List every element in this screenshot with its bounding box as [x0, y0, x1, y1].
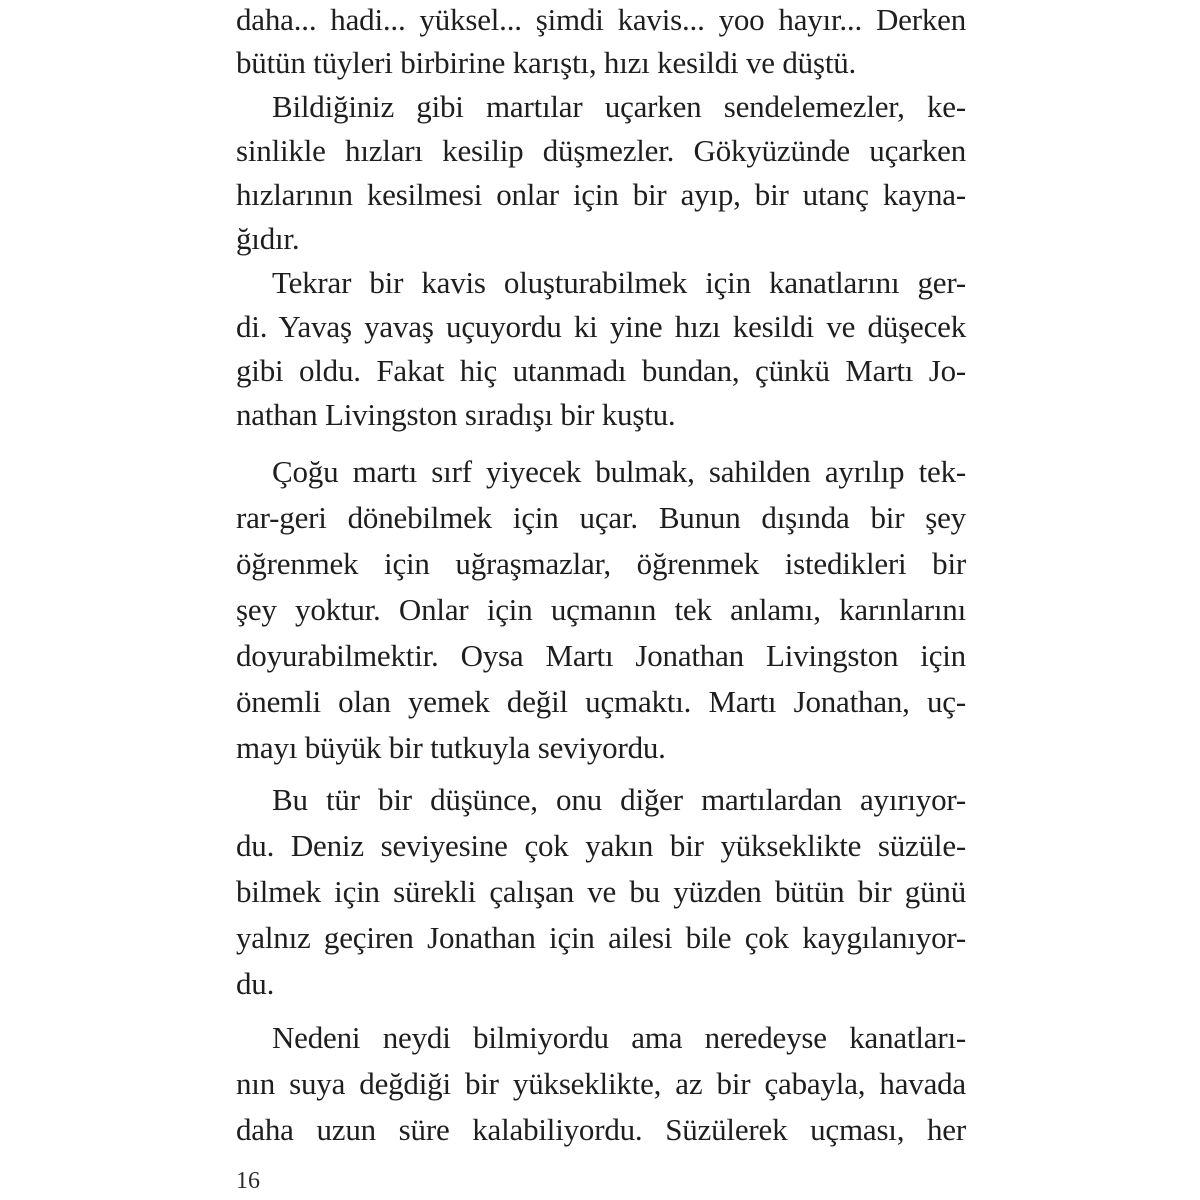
text-line: hızlarının kesilmesi onlar için bir ayıp, bir utanç kayna- — [236, 177, 966, 212]
text-line: mayı büyük bir tutkuyla seviyordu. — [236, 730, 666, 765]
text-line: şey yoktur. Onlar için uçmanın tek anlamı, karınlarını — [236, 592, 966, 627]
text-line: du. — [236, 966, 275, 1001]
text-line: du. Deniz seviyesine çok yakın bir yükseklikte süzüle- — [236, 828, 966, 863]
text-line: Nedeni neydi bilmiyordu ama neredeyse kanatları- — [272, 1020, 966, 1055]
text-line: ğıdır. — [236, 221, 300, 256]
page-number: 16 — [236, 1168, 260, 1194]
text-line: doyurabilmektir. Oysa Martı Jonathan Livingston için — [236, 638, 966, 673]
text-line: Bildiğiniz gibi martılar uçarken sendelemezler, ke- — [272, 89, 966, 124]
text-line: nathan Livingston sıradışı bir kuştu. — [236, 397, 676, 432]
text-line: daha uzun süre kalabiliyordu. Süzülerek uçması, her — [236, 1112, 966, 1147]
text-line: rar-geri dönebilmek için uçar. Bunun dışında bir şey — [236, 500, 966, 535]
text-line: Çoğu martı sırf yiyecek bulmak, sahilden ayrılıp tek- — [272, 454, 966, 489]
text-line: nın suya değdiği bir yükseklikte, az bir çabayla, havada — [236, 1066, 966, 1101]
text-line: öğrenmek için uğraşmazlar, öğrenmek istedikleri bir — [236, 546, 966, 581]
text-line: Tekrar bir kavis oluşturabilmek için kanatlarını ger- — [272, 265, 966, 300]
text-line: di. Yavaş yavaş uçuyordu ki yine hızı kesildi ve düşecek — [236, 309, 966, 344]
text-line: sinlikle hızları kesilip düşmezler. Gökyüzünde uçarken — [236, 133, 966, 168]
text-line: bilmek için sürekli çalışan ve bu yüzden bütün bir günü — [236, 874, 966, 909]
text-line: bütün tüyleri birbirine karıştı, hızı kesildi ve düştü. — [236, 45, 857, 80]
text-line: yalnız geçiren Jonathan için ailesi bile çok kaygılanıyor- — [236, 920, 966, 955]
text-line: Bu tür bir düşünce, onu diğer martılardan ayırıyor- — [272, 782, 966, 817]
text-line: önemli olan yemek değil uçmaktı. Martı Jonathan, uç- — [236, 684, 966, 719]
text-line: gibi oldu. Fakat hiç utanmadı bundan, çünkü Martı Jo- — [236, 353, 966, 388]
text-line: daha... hadi... yüksel... şimdi kavis... yoo hayır... Derken — [236, 2, 966, 37]
